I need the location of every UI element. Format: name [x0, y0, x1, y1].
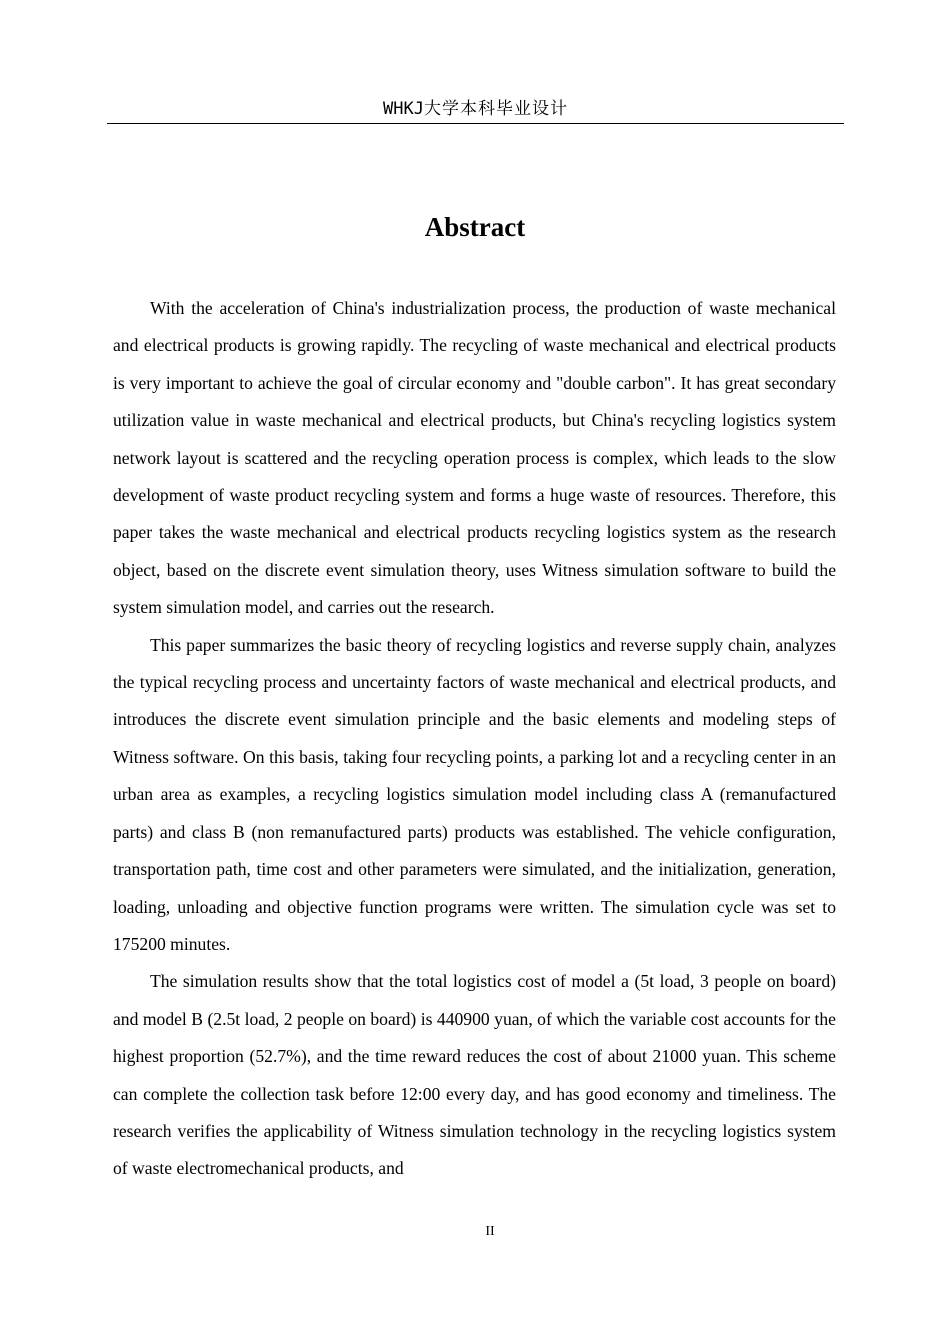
- abstract-paragraph-2: This paper summarizes the basic theory of recycling logistics and reverse supply chain, analyzes the typical recycling process and uncertainty factors of waste mechanical and electrical products, and introduces the discrete event simulation principle and the basic elements and modeling steps of Witness software. On this basis, taking four recycling points, a parking lot and a recycling center in an urban area as examples, a recycling logistics simulation model including class A (remanufactured parts) and class B (non remanufactured parts) products was established. The vehicle configuration, transportation path, time cost and other parameters were simulated, and the initialization, generation, loading, unloading and objective function programs were written. The simulation cycle was set to 175200 minutes.: [113, 634, 836, 954]
- abstract-paragraph-3: The simulation results show that the total logistics cost of model a (5t load, 3 people on board) and model B (2.5t load, 2 people on board) is 440900 yuan, of which the variable cost accounts for the highest proportion (52.7%), and the time reward reduces the cost of about 21000 yuan. This scheme can complete the collection task before 12:00 every day, and has good economy and timeliness. The research verifies the applicability of Witness simulation technology in the recycling logistics system of waste electromechanical products, and: [113, 971, 836, 1179]
- abstract-body: [113, 290, 836, 1220]
- running-header: [107, 96, 844, 124]
- header-title-cjk: 大学本科毕业设计: [423, 99, 568, 119]
- page-number: II: [485, 1224, 495, 1239]
- header-title-latin: WHKJ: [383, 99, 424, 119]
- abstract-heading: Abstract: [424, 212, 526, 242]
- abstract-paragraph-1: With the acceleration of China's industrialization process, the production of waste mechanical and electrical products is growing rapidly. The recycling of waste mechanical and electrical products is very important to achieve the goal of circular economy and "double carbon". It has great secondary utilization value in waste mechanical and electrical products, but China's recycling logistics system network layout is scattered and the recycling operation process is complex, which leads to the slow development of waste product recycling system and forms a huge waste of resources. Therefore, this paper takes the waste mechanical and electrical products recycling logistics system as the research object, based on the discrete event simulation theory, uses Witness simulation software to build the system simulation model, and carries out the research.: [113, 298, 836, 618]
- header-title: [383, 99, 568, 119]
